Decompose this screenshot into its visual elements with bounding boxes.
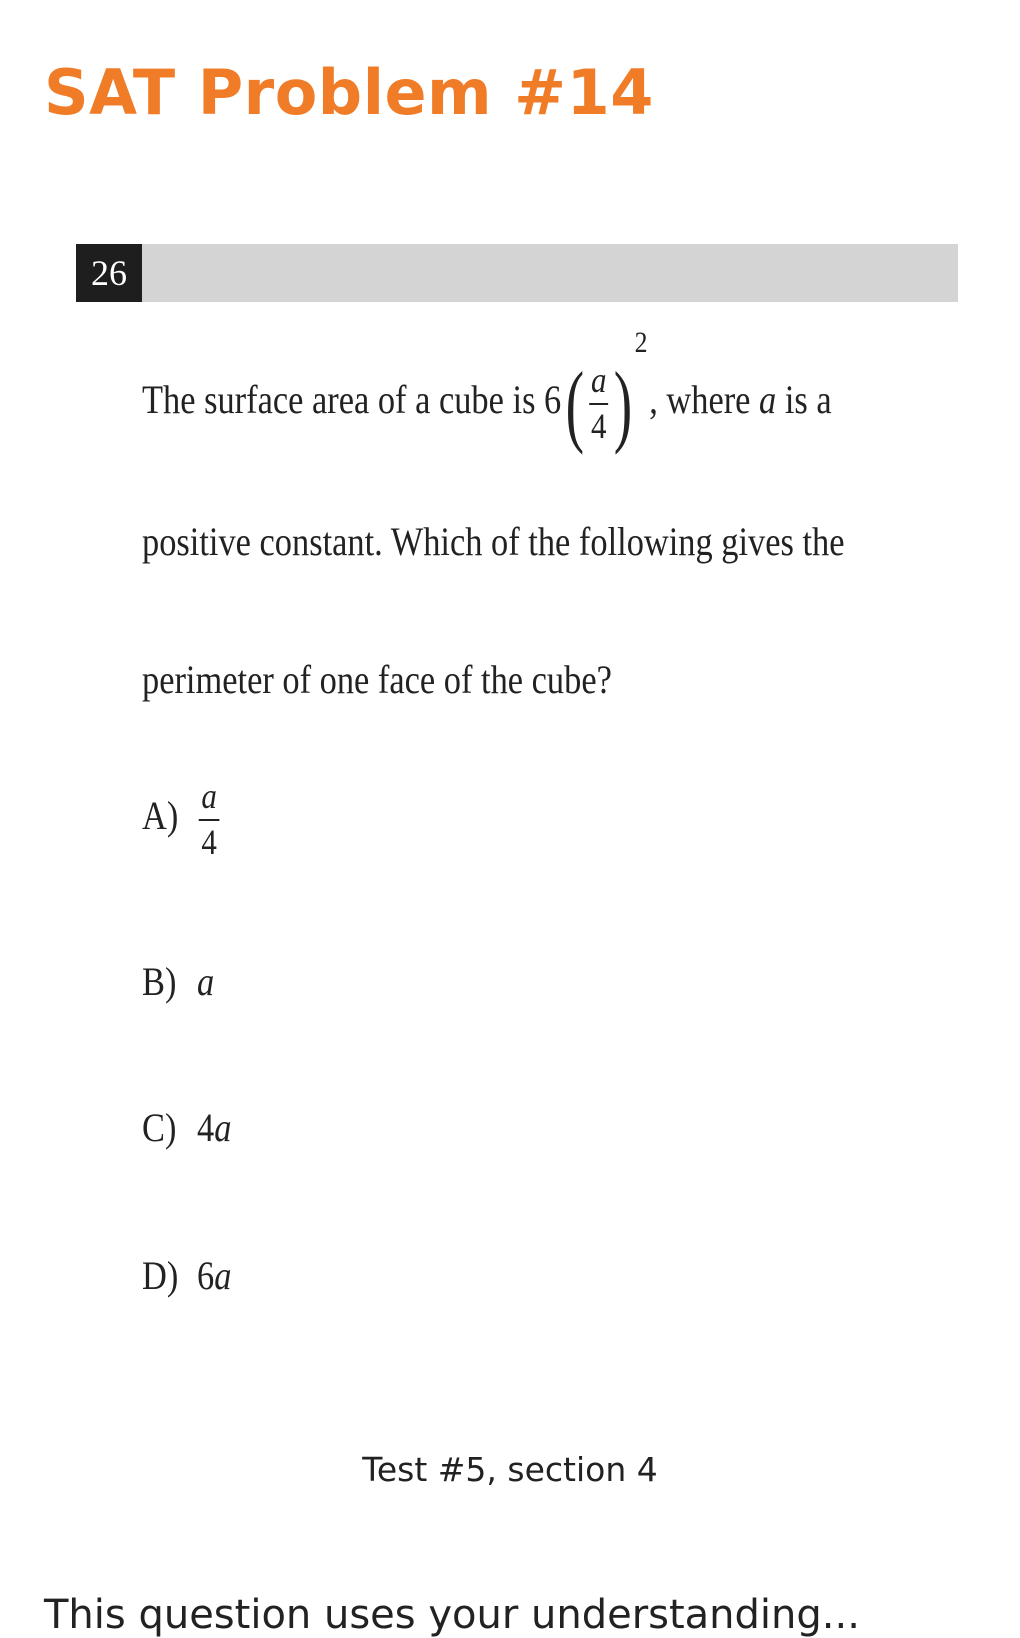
choice-letter: D) <box>142 1253 179 1298</box>
stem-fraction <box>589 362 608 446</box>
choice-c[interactable] <box>142 1105 232 1150</box>
choice-letter: B) <box>142 959 177 1004</box>
fraction-numerator: a <box>591 360 607 401</box>
choice-letter: C) <box>142 1105 177 1150</box>
question-stem-line-3: perimeter of one face of the cube? <box>142 657 612 702</box>
choice-variable: a <box>214 1105 232 1150</box>
choice-fraction <box>199 778 220 862</box>
exponent: 2 <box>634 326 648 359</box>
stem-suffix: , where <box>649 377 751 423</box>
choice-b[interactable] <box>142 959 215 1004</box>
choice-text: a <box>197 959 215 1004</box>
choice-a[interactable] <box>142 778 221 862</box>
stem-end: is a <box>784 377 832 423</box>
question-header-bar <box>76 244 958 302</box>
choice-coefficient: 6 <box>197 1253 215 1298</box>
question-stem-line-2: positive constant. Which of the following gives the <box>142 519 845 564</box>
choice-letter: A) <box>142 792 179 838</box>
source-note: Test #5, section 4 <box>362 1450 658 1489</box>
question-stem-line-1 <box>142 326 832 455</box>
fraction-bar <box>199 819 220 821</box>
choice-variable: a <box>214 1253 232 1298</box>
page-title: SAT Problem #14 <box>44 56 654 129</box>
choice-d[interactable] <box>142 1253 232 1298</box>
stem-prefix: The surface area of a cube is 6 <box>142 377 562 423</box>
stem-variable: a <box>759 377 777 423</box>
right-paren: ) <box>613 353 633 455</box>
cutoff-paragraph: This question uses your understanding... <box>44 1592 860 1638</box>
stem-math-expression <box>561 326 649 455</box>
fraction-denominator: 4 <box>591 406 607 446</box>
fraction-denominator: 4 <box>201 821 217 862</box>
choice-coefficient: 4 <box>197 1105 215 1150</box>
left-paren: ( <box>565 353 584 455</box>
fraction-numerator: a <box>201 776 217 816</box>
fraction-bar <box>589 403 608 405</box>
question-number: 26 <box>76 244 142 302</box>
